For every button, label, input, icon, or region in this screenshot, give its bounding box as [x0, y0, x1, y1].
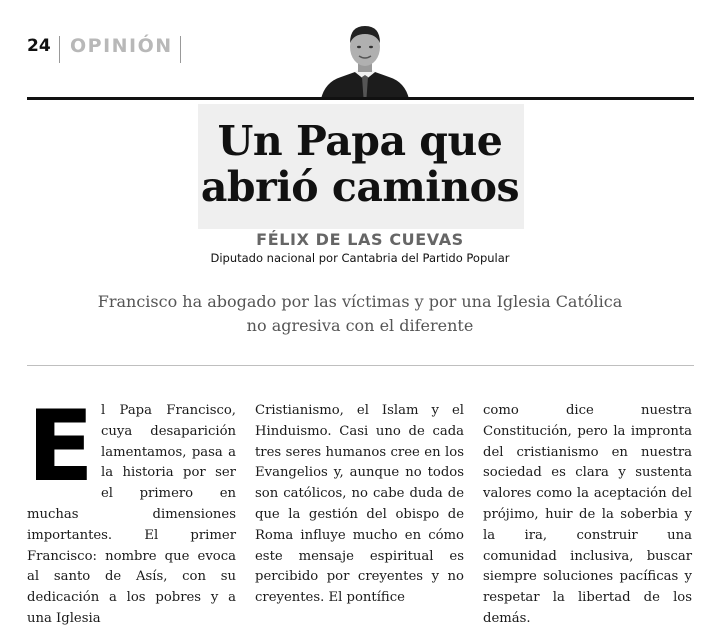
subtitle-line-2: no agresiva con el diferente: [246, 316, 474, 335]
header-rule: [27, 97, 694, 100]
section-divider: [27, 365, 694, 366]
section-label: OPINIÓN: [70, 35, 173, 57]
page-number: 24: [27, 36, 51, 56]
author-name: FÉLIX DE LAS CUEVAS: [256, 230, 464, 249]
column-2-text: Cristianismo, el Islam y el Hinduismo. Casi uno de cada tres seres humanos cree en los Evangelios y, aunque no todos son católicos, no cabe duda de que la gestión del obispo de Roma influye mucho en cómo este mensaje espiritual es percibido por creyentes y no creyentes. El pontífice: [255, 403, 464, 606]
article-column-1: [27, 390, 236, 626]
title-line-2: abrió caminos: [200, 163, 520, 211]
subtitle-line-1: Francisco ha abogado por las víctimas y por una Iglesia Católica: [97, 292, 623, 311]
article-title: [160, 118, 560, 210]
article-column-3: [483, 401, 692, 626]
title-line-1: Un Papa que: [217, 117, 503, 165]
drop-cap: E: [27, 390, 94, 504]
author-portrait: [319, 22, 411, 99]
header-separator-left: [59, 36, 60, 63]
author-role: Diputado nacional por Cantabria del Partido Popular: [210, 251, 510, 265]
article-subtitle: [60, 290, 660, 338]
column-1-text: l Papa Francisco, cuya desaparición lamentamos, pasa a la historia por ser el primero en muchas dimensiones importantes. El primer Francisco: nombre que evoca al santo de Asís, con su dedicación a los pobres y a una Iglesia: [27, 403, 236, 626]
column-3-text: como dice nuestra Constitución, pero la impronta del cristianismo en nuestra sociedad es clara y sustenta valores como la aceptación del prójimo, huir de la soberbia y la ira, construir una comunidad inclusiva, buscar siempre soluciones pacíficas y respetar la libertad de los demás.: [483, 403, 692, 626]
header-separator-right: [180, 36, 181, 63]
article-column-2: [255, 401, 464, 606]
